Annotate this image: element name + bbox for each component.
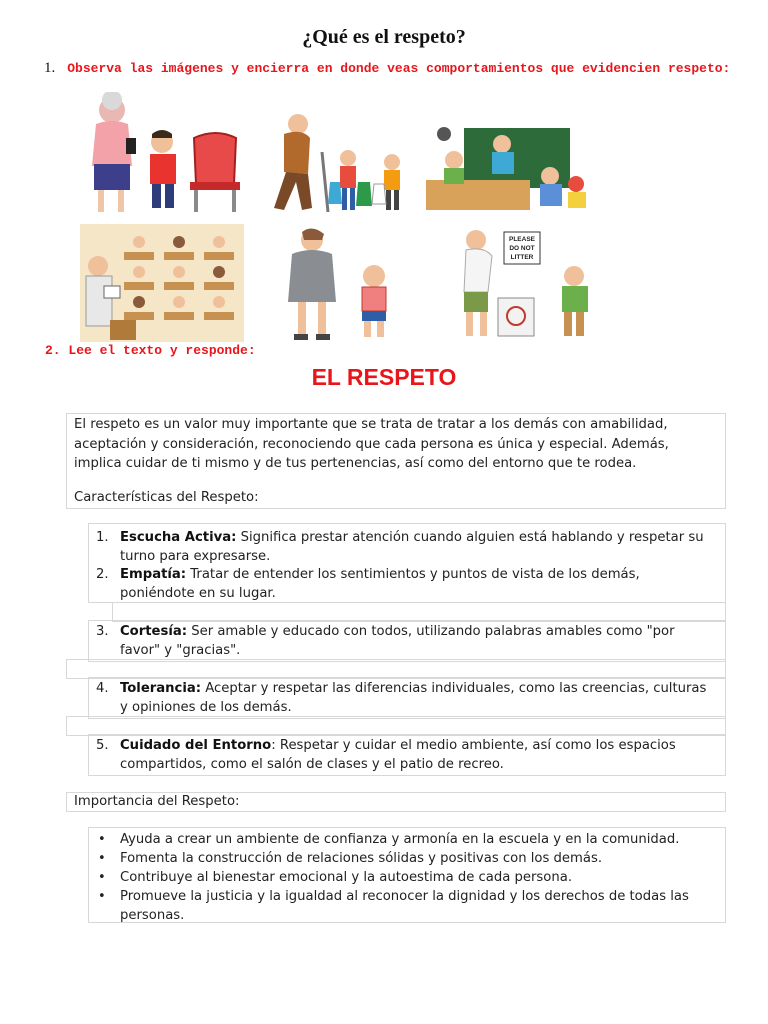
illustration-teacher-classroom [80, 224, 244, 342]
question-2: 2. Lee el texto y responde: [45, 343, 256, 358]
item-term: Escucha Activa: [120, 530, 237, 545]
question-1-number: 1. [44, 60, 56, 76]
importance-label: Importancia del Respeto: [74, 794, 240, 809]
item-text: Ser amable y educado con todos, utilizando palabras amables como "por favor" y "gracias". [120, 624, 675, 658]
list-item [96, 868, 708, 887]
bullet-icon: • [98, 832, 106, 847]
item-number: 2. [96, 567, 109, 582]
item-number: 1. [96, 530, 109, 545]
illustration-elderly-woman-chair [82, 92, 248, 216]
item-number: 5. [96, 738, 109, 753]
illustration-do-not-litter [426, 226, 602, 342]
bullet-icon: • [98, 889, 106, 904]
item-term: Empatía: [120, 567, 187, 582]
characteristic-item [96, 622, 716, 660]
characteristic-item [96, 528, 716, 566]
importance-list [96, 830, 708, 925]
illustration-classroom-disorder [426, 124, 612, 216]
item-term: Cortesía: [120, 624, 188, 639]
item-text: Significa prestar atención cuando alguien está hablando y respetar su turno para expresarse. [120, 530, 704, 564]
bullet-text: Ayuda a crear un ambiente de confianza y armonía en la escuela y en la comunidad. [120, 832, 680, 847]
spacer-row [66, 716, 726, 736]
question-1-text: Observa las imágenes y encierra en donde veas comportamientos que evidencien respeto: [67, 61, 731, 76]
sign-line-2: DO NOT [509, 245, 535, 252]
item-text: : Respetar y cuidar el medio ambiente, así como los espacios compartidos, como el salón de clases y el patio de recreo. [120, 738, 676, 772]
spacer-row [112, 602, 726, 622]
list-item [96, 887, 708, 925]
characteristics-label: Características del Respeto: [74, 490, 259, 505]
section-heading: EL RESPETO [311, 364, 457, 390]
item-text: Aceptar y respetar las diferencias individuales, como las creencias, culturas y opiniones de los demás. [120, 681, 707, 715]
illustration-elderly-man-children [262, 112, 412, 216]
item-term: Tolerancia: [120, 681, 202, 696]
item-number: 3. [96, 624, 109, 639]
page-title: ¿Qué es el respeto? [302, 26, 466, 48]
list-item [96, 830, 708, 849]
bullet-text: Promueve la justicia y la igualdad al reconocer la dignidad y los derechos de todas las personas. [120, 889, 689, 923]
illustration-woman-boy [274, 226, 408, 342]
bullet-icon: • [98, 870, 106, 885]
item-text: Tratar de entender los sentimientos y puntos de vista de los demás, poniéndote en su lugar. [120, 567, 640, 601]
bullet-text: Contribuye al bienestar emocional y la autoestima de cada persona. [120, 870, 573, 885]
list-item [96, 849, 708, 868]
characteristic-item [96, 565, 716, 603]
intro-paragraph: El respeto es un valor muy importante que se trata de tratar a los demás con amabilidad, aceptación y consideración, reconociendo que cada persona es única y especial. Además, implica cuidar de ti mismo y de tus pertenencias, así como del entorno que te rodea. [74, 417, 669, 471]
bullet-text: Fomenta la construcción de relaciones sólidas y positivas con los demás. [120, 851, 603, 866]
bullet-icon: • [98, 851, 106, 866]
item-term: Cuidado del Entorno [120, 738, 272, 753]
sign-line-1: PLEASE [508, 236, 536, 243]
item-number: 4. [96, 681, 109, 696]
characteristic-item [96, 736, 716, 774]
question-1 [44, 60, 730, 77]
characteristic-item [96, 679, 716, 717]
spacer-row [66, 659, 726, 679]
sign-line-3: LITTER [510, 254, 534, 261]
